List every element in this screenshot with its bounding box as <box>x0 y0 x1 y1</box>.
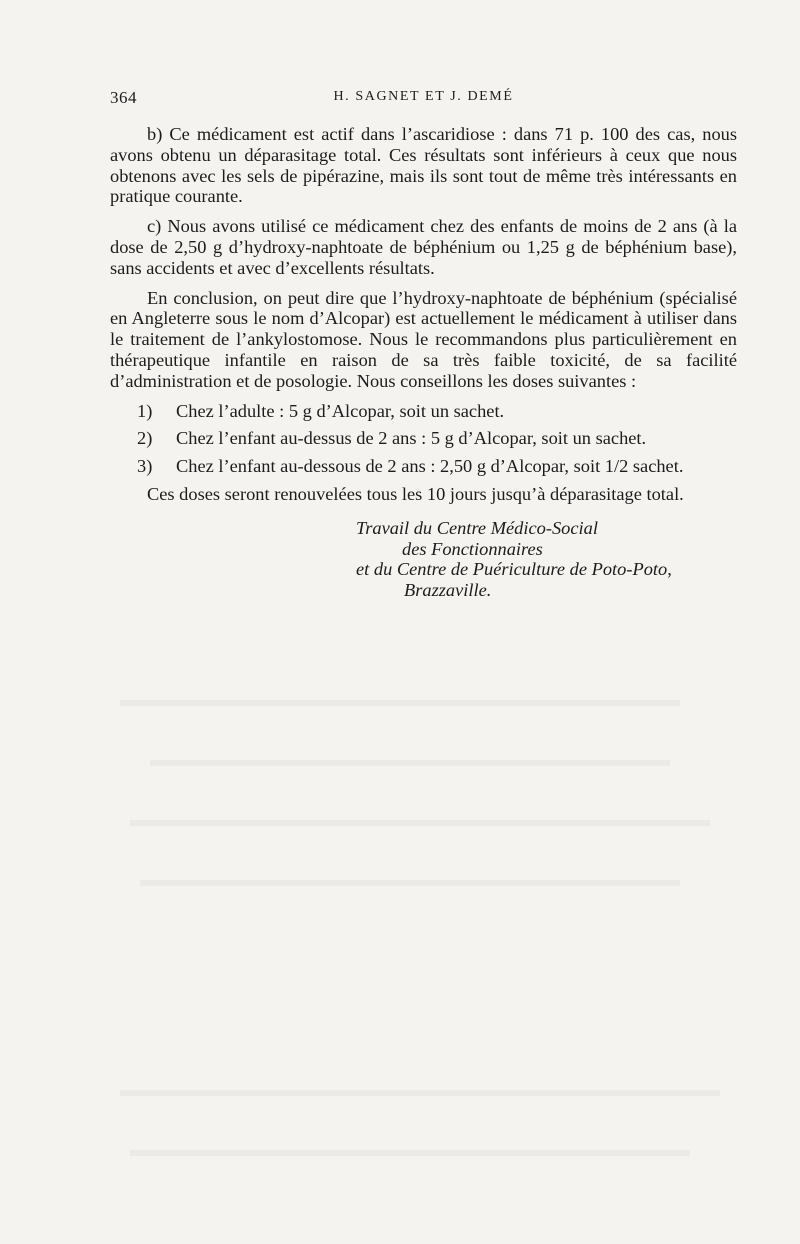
signature-block <box>110 518 737 601</box>
list-item-text: Chez l’enfant au-dessus de 2 ans : 5 g d’Alcopar, soit un sachet. <box>176 428 647 449</box>
list-item-text: Chez l’enfant au-dessous de 2 ans : 2,50 g d’Alcopar, soit 1/2 sachet. <box>176 456 684 477</box>
dose-item-adult <box>110 401 737 422</box>
list-marker: 3) <box>137 456 153 477</box>
closing-paragraph: Ces doses seront renouvelées tous les 10 jours jusqu’à déparasitage total. <box>147 483 684 504</box>
paragraph-b: b) Ce médicament est actif dans l’ascaridiose : dans 71 p. 100 des cas, nous avons obtenu un déparasitage total. Ces résultats sont inférieurs à ceux que nous obtenons avec les sels de pipérazine, mais ils sont tout de même très intéressants en pratique courante. <box>110 124 737 207</box>
signature-line: et du Centre de Puériculture de Poto-Poto, <box>356 559 672 580</box>
list-marker: 2) <box>137 428 153 449</box>
list-marker: 1) <box>137 400 153 421</box>
signature-line: Brazzaville. <box>404 580 492 601</box>
page-number: 364 <box>110 88 137 107</box>
dose-item-child-over-2 <box>110 428 737 449</box>
conclusion-paragraph: En conclusion, on peut dire que l’hydroxy-naphtoate de béphénium (spécialisé en Angleterre sous le nom d’Alcopar) est actuellement le médicament à utiliser dans le traitement de l’ankylostomose. Nous le recommandons plus particulièrement en thérapeutique infantile en raison de sa très faible toxicité, de sa facilité d’administration et de posologie. Nous conseillons les doses suivantes : <box>110 287 737 391</box>
running-head: H. SAGNET ET J. DEMÉ <box>333 89 514 104</box>
signature-line: des Fonctionnaires <box>402 538 543 559</box>
article-body <box>110 124 737 601</box>
page-header <box>110 88 737 112</box>
paragraph-c: c) Nous avons utilisé ce médicament chez des enfants de moins de 2 ans (à la dose de 2,50 g d’hydroxy-naphtoate de béphénium ou 1,25 g de béphénium base), sans accidents et avec d’excellents résultats. <box>110 216 737 278</box>
signature-line: Travail du Centre Médico-Social <box>356 517 598 538</box>
dose-item-child-under-2 <box>110 456 737 477</box>
list-item-text: Chez l’adulte : 5 g d’Alcopar, soit un sachet. <box>176 400 505 421</box>
